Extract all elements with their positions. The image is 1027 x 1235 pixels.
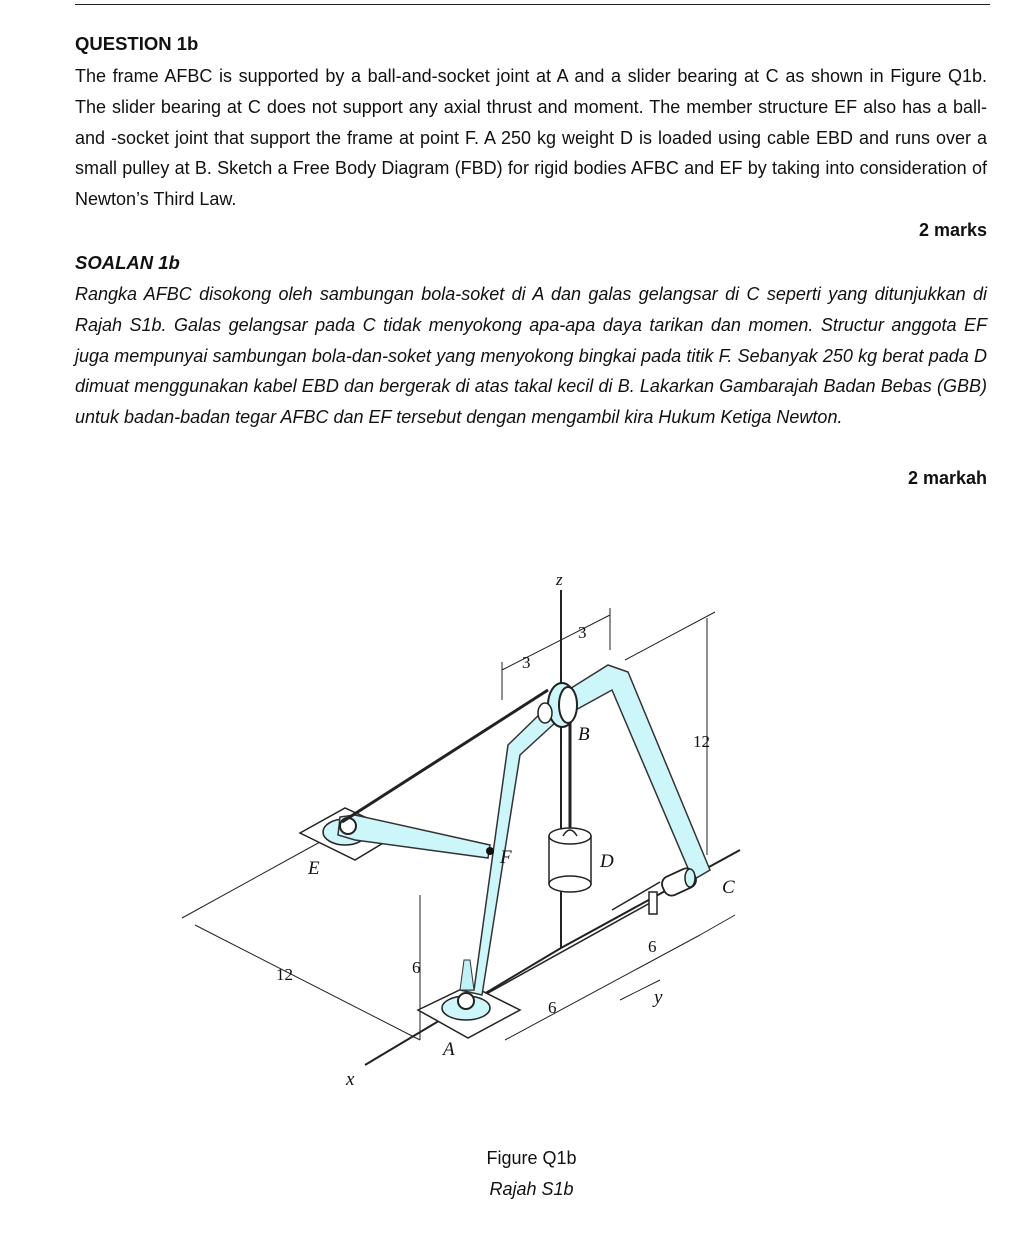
dim-base-y1: 6 <box>548 998 557 1017</box>
dim-height-right: 12 <box>693 732 710 751</box>
figure-caption-malay: Rajah S1b <box>489 1179 574 1199</box>
question-marks: 2 marks <box>918 220 987 240</box>
soalan-body: Rangka AFBC disokong oleh sambungan bola-soket di A dan galas gelangsar di C seperti yang ditunjukkan di Rajah S1b. Galas gelangsar pada C tidak menyokong apa-apa daya tarikan dan momen. Structur anggota EF juga mempunyai sambungan bola-dan-soket yang menyokong bingkai pada titik F. Sebanyak 250 kg berat pada D dimuat menggunakan kabel EBD dan bergerak di atas takal kecil di B. Lakarkan Gambarajah Badan Bebas (GBB) untuk badan-badan tegar AFBC dan EF tersebut dengan mengambil kira Hukum Ketiga Newton. <box>75 284 987 428</box>
dim-top-left: 3 <box>522 653 531 672</box>
weight-d-bottom <box>549 876 591 892</box>
bearing-c-end <box>685 869 695 887</box>
member-af-tip <box>460 960 474 990</box>
top-rule <box>75 4 990 5</box>
pulley-b-inner <box>559 687 577 723</box>
label-x: x <box>346 1069 355 1090</box>
label-a: A <box>443 1039 455 1060</box>
dim-base-y2: 6 <box>648 937 657 956</box>
question-heading: QUESTION 1b <box>75 33 199 54</box>
soalan-marks: 2 markah <box>907 468 987 488</box>
question-body: The frame AFBC is supported by a ball-and-socket joint at A and a slider bearing at C as shown in Figure Q1b. The slider bearing at C does not support any axial thrust and moment. The member structure EF also has a ball-and -socket joint that support the frame at point F. A 250 kg weight D is loaded using cable EBD and runs over a small pulley at B. Sketch a Free Body Diagram (FBD) for rigid bodies AFBC and EF by taking into consideration of Newton’s Third Law. <box>75 66 987 210</box>
label-z: z <box>556 570 563 589</box>
label-y: y <box>654 987 663 1008</box>
dim-top-right: 3 <box>578 623 587 642</box>
frame-figure <box>150 555 800 1100</box>
dim-height-left: 6 <box>412 958 421 977</box>
label-e: E <box>308 858 320 879</box>
dim-base-x: 12 <box>276 965 293 984</box>
pulley-b-axle <box>538 703 552 723</box>
label-b: B <box>578 724 590 745</box>
point-f <box>486 847 494 855</box>
label-c: C <box>722 877 735 898</box>
figure-caption-english: Figure Q1b <box>486 1148 577 1168</box>
bearing-c-post <box>649 892 657 914</box>
label-f: F <box>500 847 512 868</box>
dimension-lines <box>182 608 735 1040</box>
ball-a <box>458 993 474 1009</box>
soalan-heading: SOALAN 1b <box>75 252 180 273</box>
label-d: D <box>600 851 614 872</box>
